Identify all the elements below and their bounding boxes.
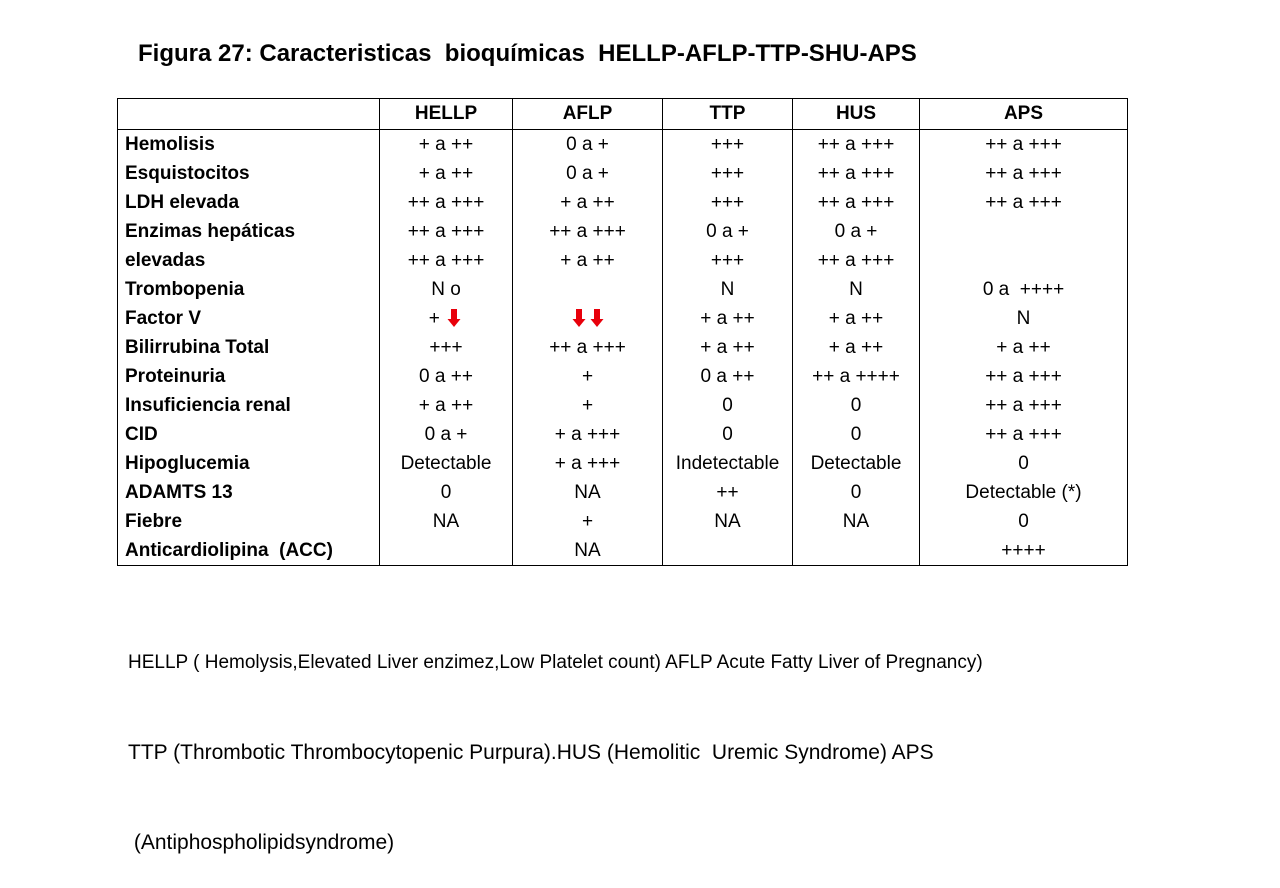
cell-hellp (380, 507, 513, 536)
down-arrow-icon (572, 308, 586, 328)
footnote-line-3: (Antiphospholipidsyndrome) (128, 831, 395, 854)
cell-aps (920, 246, 1128, 275)
cell-value: NA (842, 510, 870, 532)
cell-value: 0 (1018, 510, 1029, 532)
cell-aflp (513, 362, 663, 391)
footnote-line-2: TTP (Thrombotic Thrombocytopenic Purpura).HUS (Hemolitic Uremic Syndrome) APS (128, 741, 934, 764)
cell-hellp (380, 536, 513, 566)
cell-hus (793, 246, 920, 275)
cell-hellp (380, 275, 513, 304)
cell-value: ++ a +++ (407, 191, 485, 213)
cell-value: +++ (710, 162, 745, 184)
cell-value: ++ a +++ (985, 423, 1062, 445)
biochemical-table (117, 98, 1128, 566)
cell-value: ++ a +++ (985, 162, 1062, 184)
cell-value: +++ (710, 133, 745, 155)
cell-value: 0 a ++ (700, 365, 755, 387)
cell-value: + (581, 510, 594, 532)
cell-ttp (663, 478, 793, 507)
cell-hellp (380, 362, 513, 391)
cell-aps (920, 391, 1128, 420)
footnote-line-1: HELLP ( Hemolysis,Elevated Liver enzimez,Low Platelet count) AFLP Acute Fatty Liver of Pregnancy) (128, 652, 983, 673)
header-hellp: HELLP (380, 99, 513, 130)
cell-ttp (663, 362, 793, 391)
cell-value: NA (574, 539, 601, 561)
cell-aflp (513, 507, 663, 536)
cell-aflp (513, 333, 663, 362)
cell-aps (920, 130, 1128, 160)
header-aflp: AFLP (513, 99, 663, 130)
cell-value: ++ a +++ (985, 191, 1062, 213)
cell-value: + (581, 365, 594, 387)
cell-hus (793, 275, 920, 304)
cell-value: 0 (850, 481, 862, 503)
cell-hus (793, 391, 920, 420)
cell-value: + a ++ (418, 162, 474, 184)
table-row (118, 217, 1128, 246)
cell-value: + (581, 394, 594, 416)
table-row (118, 159, 1128, 188)
cell-hus (793, 188, 920, 217)
cell-hellp (380, 333, 513, 362)
cell-value: ++ a +++ (817, 133, 895, 155)
cell-value: + a ++ (996, 336, 1051, 358)
cell-aflp (513, 449, 663, 478)
cell-value: + (428, 307, 440, 329)
row-label: Trombopenia (118, 275, 380, 304)
table-row (118, 507, 1128, 536)
cell-hellp (380, 159, 513, 188)
table-row (118, 304, 1128, 333)
cell-ttp (663, 420, 793, 449)
cell-value: +++ (710, 191, 745, 213)
cell-aps (920, 420, 1128, 449)
cell-ttp (663, 159, 793, 188)
cell-hus (793, 130, 920, 160)
down-arrow-icon (447, 308, 461, 328)
cell-hus (793, 333, 920, 362)
cell-value: 0 a ++ (419, 365, 473, 387)
cell-hus (793, 536, 920, 566)
cell-aps (920, 333, 1128, 362)
cell-value: ++ a +++ (407, 220, 485, 242)
cell-value: + a +++ (554, 452, 621, 474)
cell-value: N o (431, 278, 461, 300)
footnote (128, 588, 983, 888)
row-label: Anticardiolipina (ACC) (118, 536, 380, 566)
cell-value: 0 a ++++ (982, 278, 1065, 300)
cell-value: ++ a +++ (985, 365, 1062, 387)
cell-value: + a ++ (560, 191, 615, 213)
row-label: LDH elevada (118, 188, 380, 217)
cell-aps (920, 188, 1128, 217)
cell-hus (793, 304, 920, 333)
cell-aflp (513, 159, 663, 188)
table-row (118, 188, 1128, 217)
cell-value: ++++ (1001, 539, 1046, 561)
cell-ttp (663, 536, 793, 566)
table-row (118, 536, 1128, 566)
cell-hellp (380, 130, 513, 160)
cell-ttp (663, 217, 793, 246)
cell-ttp (663, 449, 793, 478)
cell-value: ++ a +++ (985, 394, 1062, 416)
cell-value: + a ++ (828, 336, 884, 358)
row-label: elevadas (118, 246, 380, 275)
table-row (118, 391, 1128, 420)
cell-hus (793, 420, 920, 449)
cell-aflp (513, 304, 663, 333)
cell-value: + a ++ (418, 394, 474, 416)
cell-value: 0 (850, 394, 862, 416)
row-label: Hipoglucemia (118, 449, 380, 478)
cell-value: NA (432, 510, 460, 532)
cell-ttp (663, 246, 793, 275)
row-label: Proteinuria (118, 362, 380, 391)
cell-value: Indetectable (675, 452, 780, 474)
cell-aps (920, 304, 1128, 333)
table-row (118, 333, 1128, 362)
cell-value: 0 a + (834, 220, 878, 242)
row-label: Enzimas hepáticas (118, 217, 380, 246)
cell-hus (793, 449, 920, 478)
cell-value: ++ a +++ (817, 249, 895, 271)
cell-hus (793, 159, 920, 188)
cell-ttp (663, 333, 793, 362)
cell-value: 0 a + (566, 133, 609, 155)
cell-value: 0 a + (424, 423, 468, 445)
cell-aps (920, 217, 1128, 246)
cell-value: + a ++ (700, 336, 755, 358)
cell-value: Detectable (810, 452, 902, 474)
cell-hellp (380, 246, 513, 275)
cell-value: ++ a +++ (549, 220, 626, 242)
cell-ttp (663, 391, 793, 420)
cell-aps (920, 449, 1128, 478)
cell-hellp (380, 449, 513, 478)
cell-value: 0 (1018, 452, 1029, 474)
row-label: Hemolisis (118, 130, 380, 160)
cell-value: Detectable (400, 452, 492, 474)
cell-hellp (380, 217, 513, 246)
cell-aflp (513, 188, 663, 217)
header-hus: HUS (793, 99, 920, 130)
cell-aps (920, 478, 1128, 507)
figure-title: Figura 27: Caracteristicas bioquímicas HELLP-AFLP-TTP-SHU-APS (138, 40, 917, 67)
cell-hus (793, 478, 920, 507)
table-row (118, 449, 1128, 478)
cell-aflp (513, 246, 663, 275)
cell-value: + a ++ (700, 307, 755, 329)
header-ttp: TTP (663, 99, 793, 130)
cell-value: + a ++ (828, 307, 884, 329)
cell-hellp (380, 391, 513, 420)
cell-value: N (720, 278, 735, 300)
cell-value: + a ++ (418, 133, 474, 155)
row-label: Insuficiencia renal (118, 391, 380, 420)
header-cell-empty (118, 99, 380, 130)
cell-value: Detectable (*) (965, 481, 1082, 503)
cell-ttp (663, 130, 793, 160)
cell-hus (793, 217, 920, 246)
cell-hus (793, 362, 920, 391)
cell-aps (920, 275, 1128, 304)
cell-aps (920, 159, 1128, 188)
cell-aflp (513, 478, 663, 507)
cell-ttp (663, 304, 793, 333)
cell-value: ++ a +++ (985, 133, 1062, 155)
cell-value: +++ (429, 336, 463, 358)
cell-hellp (380, 478, 513, 507)
table-row (118, 246, 1128, 275)
cell-aflp (513, 536, 663, 566)
cell-value: ++ a ++++ (812, 365, 900, 387)
cell-hus (793, 507, 920, 536)
cell-value: NA (574, 481, 601, 503)
cell-value: NA (714, 510, 741, 532)
cell-ttp (663, 275, 793, 304)
cell-ttp (663, 188, 793, 217)
cell-value: N (1016, 307, 1031, 329)
row-label: Esquistocitos (118, 159, 380, 188)
table-row (118, 478, 1128, 507)
cell-value: ++ a +++ (817, 162, 895, 184)
cell-value: ++ (716, 481, 739, 503)
cell-value: 0 (440, 481, 452, 503)
table-row (118, 362, 1128, 391)
row-label: CID (118, 420, 380, 449)
cell-value: ++ a +++ (549, 336, 626, 358)
cell-hellp (380, 420, 513, 449)
cell-aps (920, 507, 1128, 536)
cell-value: 0 (722, 423, 733, 445)
row-label: Factor V (118, 304, 380, 333)
table-row (118, 420, 1128, 449)
row-label: Fiebre (118, 507, 380, 536)
cell-aflp (513, 130, 663, 160)
cell-value: 0 a + (566, 162, 609, 184)
cell-aps (920, 362, 1128, 391)
cell-aflp (513, 420, 663, 449)
cell-value: ++ a +++ (407, 249, 485, 271)
cell-hellp (380, 304, 513, 333)
cell-aps (920, 536, 1128, 566)
down-arrow-icon (590, 308, 604, 328)
cell-value: 0 (722, 394, 733, 416)
cell-value: +++ (710, 249, 745, 271)
cell-value: N (849, 278, 863, 300)
cell-hellp (380, 188, 513, 217)
row-label: Bilirrubina Total (118, 333, 380, 362)
cell-value: + a ++ (560, 249, 615, 271)
cell-aflp (513, 217, 663, 246)
table-row (118, 275, 1128, 304)
cell-value: ++ a +++ (817, 191, 895, 213)
cell-value: + a +++ (554, 423, 621, 445)
cell-aflp (513, 391, 663, 420)
cell-ttp (663, 507, 793, 536)
row-label: ADAMTS 13 (118, 478, 380, 507)
table-row (118, 130, 1128, 160)
cell-value: 0 (850, 423, 862, 445)
cell-value: 0 a + (706, 220, 749, 242)
header-row (118, 99, 1128, 130)
header-aps: APS (920, 99, 1128, 130)
cell-aflp (513, 275, 663, 304)
